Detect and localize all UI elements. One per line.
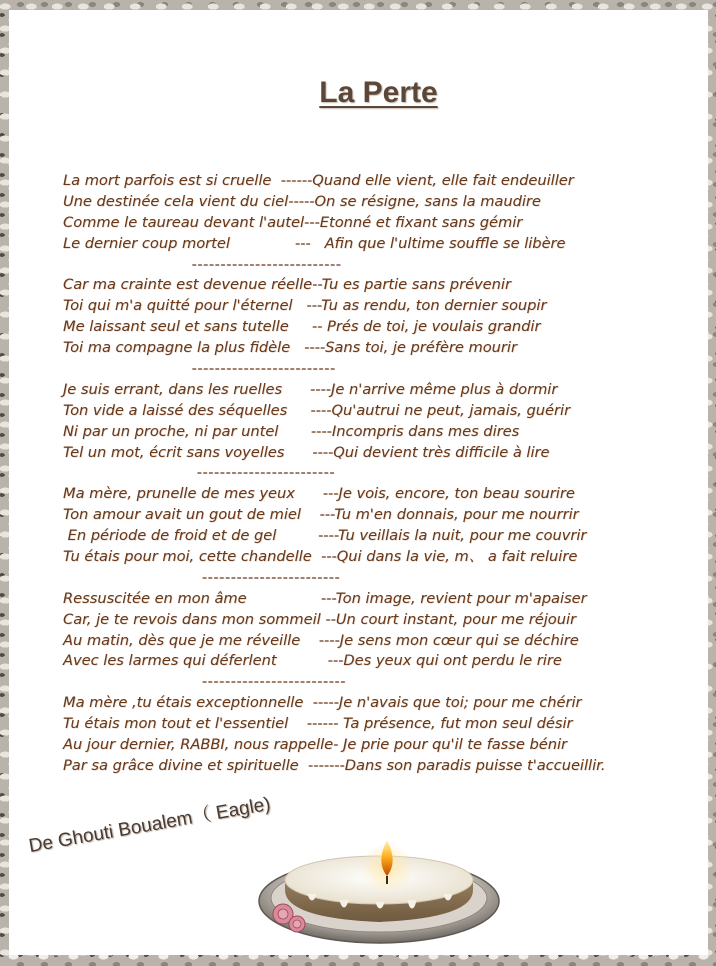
verse-line: Comme le taureau devant l'autel---Etonné et fixant sans gémir <box>63 213 523 231</box>
verse-line: En période de froid et de gel ----Tu veillais la nuit, pour me couvrir <box>63 527 587 545</box>
stanza-5 <box>63 589 703 693</box>
verse-line: Ma mère ,tu étais exceptionnelle -----Je n'avais que toi; pour me chérir <box>63 694 582 712</box>
verse-line: Tu étais pour moi, cette chandelle ---Qui dans la vie, m、 a fait reluire <box>63 548 578 566</box>
stanza-separator: ------------------------ <box>63 464 335 482</box>
poem-body <box>63 171 703 777</box>
stanza-separator: ------------------------ <box>63 568 341 586</box>
verse-line: La mort parfois est si cruelle ------Quand elle vient, elle fait endeuiller <box>63 172 574 189</box>
verse-line: Car, je te revois dans mon sommeil --Un court instant, pour me réjouir <box>63 610 577 628</box>
verse-line: Toi ma compagne la plus fidèle ----Sans toi, je préfère mourir <box>63 339 517 357</box>
poem-title: La Perte <box>319 76 438 109</box>
stanza-separator: ------------------------- <box>63 673 346 691</box>
verse-line: Ni par un proche, ni par untel ----Incompris dans mes dires <box>63 422 520 440</box>
candle-icon <box>249 818 509 948</box>
verse-line: Ma mère, prunelle de mes yeux ---Je vois, encore, ton beau sourire <box>63 485 575 503</box>
author-signature: De Ghouti Boualem（ Eagle) <box>27 793 273 858</box>
verse-line: Au matin, dès que je me réveille ----Je sens mon cœur qui se déchire <box>63 631 579 649</box>
verse-line: Toi qui m'a quitté pour l'éternel ---Tu as rendu, ton dernier soupir <box>63 297 547 315</box>
stanza-3 <box>63 380 703 484</box>
verse-line: Une destinée cela vient du ciel-----On se résigne, sans la maudire <box>63 192 541 210</box>
stanza-1 <box>63 171 703 275</box>
verse-line: Le dernier coup mortel --- Afin que l'ultime souffle se libère <box>63 234 566 252</box>
verse-line: Tu étais mon tout et l'essentiel ------ Ta présence, fut mon seul désir <box>63 715 573 733</box>
verse-line: Tel un mot, écrit sans voyelles ----Qui devient très difficile à lire <box>63 443 550 461</box>
stanza-4 <box>63 484 703 588</box>
poem-page <box>9 10 708 955</box>
stanza-2 <box>63 275 703 379</box>
verse-line: Ton vide a laissé des séquelles ----Qu'autrui ne peut, jamais, guérir <box>63 401 571 419</box>
verse-line: Au jour dernier, RABBI, nous rappelle- Je prie pour qu'il te fasse bénir <box>63 736 568 754</box>
verse-line: Me laissant seul et sans tutelle -- Prés de toi, je voulais grandir <box>63 318 541 336</box>
verse-line: Avec les larmes qui déferlent ---Des yeux qui ont perdu le rire <box>63 652 562 670</box>
stanza-separator: -------------------------- <box>63 255 342 273</box>
verse-line: Ressuscitée en mon âme ---Ton image, revient pour m'apaiser <box>63 589 587 607</box>
verse-line: Ton amour avait un gout de miel ---Tu m'en donnais, pour me nourrir <box>63 506 579 524</box>
stanza-6 <box>63 693 703 777</box>
stanza-separator: ------------------------- <box>63 360 336 378</box>
verse-line: Je suis errant, dans les ruelles ----Je n'arrive même plus à dormir <box>63 380 558 398</box>
verse-line: Car ma crainte est devenue réelle--Tu es partie sans prévenir <box>63 276 511 294</box>
verse-line: Par sa grâce divine et spirituelle -------Dans son paradis puisse t'accueillir. <box>63 756 606 774</box>
